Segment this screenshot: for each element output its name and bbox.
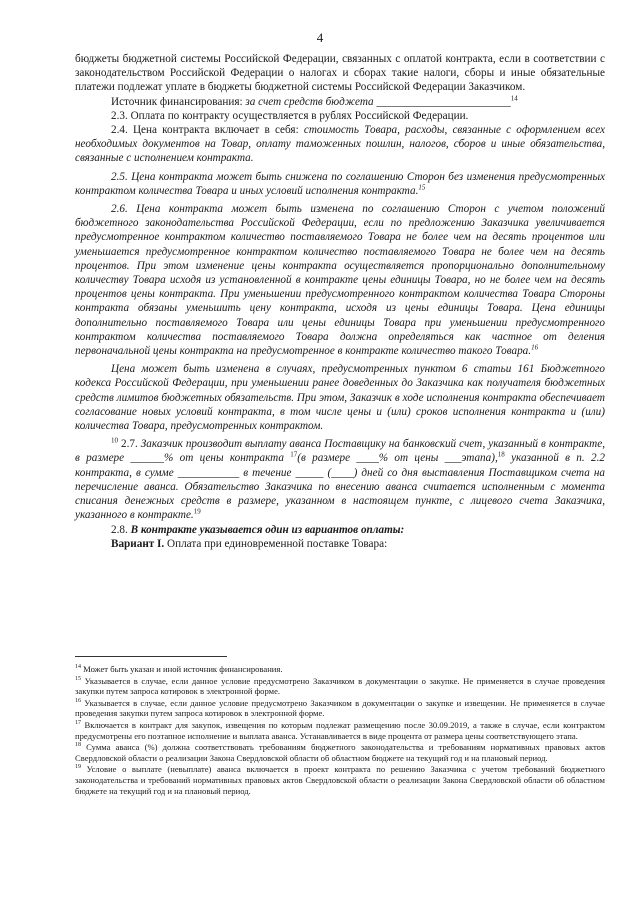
footnote-17: [75, 720, 605, 741]
footnote-number: 16: [75, 697, 81, 704]
footnote-text: Включается в контракт для закупок, извещения по которым подлежат размещению после 30.09.2019, а также в случае, если контрактом предусмотрены его поэтапное исполнение и выплата аванса. Устанавливается в виде процента от размера цены соответствующего этапа.: [75, 719, 605, 741]
footnote-text: Указывается в случае, если данное условие предусмотрено Заказчиком в документации о закупке и извещении. Не применяется в случае проведения закупки путем запроса котировок в электронной форме.: [75, 697, 605, 719]
paragraph-2-4-num: 2.4. Цена контракта включает в себя:: [111, 124, 304, 137]
footnote-number: 15: [75, 675, 81, 682]
footnote-text: Сумма аванса (%) должна соответствовать требованиям бюджетного законодательства и требованиям нормативных правовых актов Свердловской области о реализации Закона Свердловской области об областном бюджете на текущий год и на плановый период.: [75, 742, 605, 763]
page-number: 4: [316, 30, 324, 45]
paragraph-2-6-text: 2.6. Цена контракта может быть изменена по соглашению Сторон с учетом положений бюджетного законодательства Российской Федерации, если по предложению Заказчика увеличивается предусмотренное контрактом количество поставляемого Товара не более чем на десять процентов или уменьшается предусмотренное контрактом количество поставляемого Товара не более чем на десять процентов. При этом изменение цены контракта осуществляется пропорционально дополнительному количеству Товара исходя из установленной в контракте цены единицы Товара, но не более чем на десять процентов цены контракта. При уменьшении предусмотренного контрактом количества Товара Стороны контракта обязаны уменьшить цену контракта, исходя из цены единицы Товара. Цена единицы дополнительно поставляемого Товара или цены единицы Товара при уменьшении предусмотренного контрактом количества поставляемого Товара должна определяться как частное от деления первоначальной цены контракта на предусмотренное в контракте количество такого Товара.: [75, 203, 605, 358]
paragraph-2-5-text: 2.5. Цена контракта может быть снижена по соглашению Сторон без изменения предусмотренных контрактом количества Товара и иных условий исполнения контракта.: [75, 170, 605, 197]
footnote-16: [75, 698, 605, 719]
paragraph-2-3: 2.3. Оплата по контракту осуществляется в рублях Российской Федерации.: [111, 109, 469, 122]
footnote-ref-18: 18: [497, 450, 505, 459]
variant-1-text: Оплата при единовременной поставке Товара:: [164, 537, 388, 550]
paragraph-variant-1: [75, 537, 605, 551]
funding-label: Источник финансирования:: [111, 95, 246, 108]
document-body: [75, 52, 605, 551]
footnote-15: [75, 676, 605, 697]
footnote-text: Условие о выплате (невыплате) аванса включается в проект контракта по решению Заказчика с учетом требований бюджетного законодательства и требований нормативных правовых актов Свердловской области о реализации Закона Свердловской области об областном бюджете на текущий год и на плановый период.: [75, 764, 605, 796]
funding-value: за счет средств бюджета: [245, 95, 374, 108]
paragraph-2-6: [75, 202, 605, 358]
footnote-number: 14: [75, 664, 81, 671]
footnote-separator: [75, 656, 227, 657]
paragraph-2-7-part-a: Заказчик производит выплату аванса Поставщику на банковский счет, указанный в контракте, в размере ______% от цены контракта: [75, 438, 605, 465]
paragraph-taxes: бюджеты бюджетной системы Российской Федерации, связанных с оплатой контракта, если в соответствии с законодательством Российской Федерации о налогах и сборах такие налоги, сборы и иные обязательные платежи подлежат уплате в бюджеты бюджетной системы Российской Федерации Заказчиком.: [75, 53, 605, 94]
variant-1-label: Вариант I.: [111, 537, 165, 550]
paragraph-2-5: [75, 170, 605, 198]
footnote-18: [75, 742, 605, 763]
funding-blank: ________________________: [373, 95, 511, 108]
footnote-ref-10: 10: [111, 436, 118, 445]
footnote-ref-15: 15: [418, 183, 426, 192]
footnote-number: 17: [75, 720, 81, 727]
footnote-text: Может быть указан и иной источник финансирования.: [81, 664, 283, 674]
footnote-14: [75, 664, 605, 675]
paragraph-2-7-part-b: (в размере ____% от цены ___этапа),: [297, 452, 498, 465]
footnote-ref-16: 16: [531, 343, 539, 352]
footnote-number: 19: [75, 764, 81, 771]
footnote-number: 18: [75, 742, 81, 749]
footnote-text: Указывается в случае, если данное условие предусмотрено Заказчиком в документации о закупке. Не применяется в случае проведения закупки путем запроса котировок в электронной форме.: [75, 675, 605, 697]
paragraph-2-8: [75, 523, 605, 537]
paragraph-funding-source: [75, 95, 605, 109]
paragraph-2-7: [75, 437, 605, 522]
paragraph-2-4: [75, 123, 605, 166]
paragraph-price-change: Цена может быть изменена в случаях, предусмотренных пунктом 6 статьи 161 Бюджетного кодекса Российской Федерации, при уменьшении ранее доведенных до Заказчика как получателя бюджетных средств лимитов бюджетных обязательств. При этом, Заказчик в ходе исполнения контракта обеспечивает согласование новых условий контракта, в том числе цены и (или) сроков исполнения контракта и (или) количества Товара, предусмотренных контрактом.: [75, 363, 605, 433]
footnote-ref-17: 17: [290, 450, 298, 459]
footnote-ref-19: 19: [193, 507, 201, 516]
paragraph-2-8-heading: В контракте указывается один из вариантов оплаты:: [130, 523, 405, 536]
paragraph-2-7-part-c: указанной в п. 2.2 контракта, в сумме ___________ в течение _____ (____) дней со дня выставления Поставщиком счета на перечисление аванса. Обязательство Заказчика по внесению аванса считается исполненным с момента списания денежных средств в размере, указанном в настоящем пункте, с лицевого счета Заказчика, указанного в контракте.: [75, 452, 605, 522]
paragraph-2-8-num: 2.8.: [111, 523, 131, 536]
paragraph-2-4-text: стоимость Товара, расходы, связанные с оформлением всех необходимых документов на Товар, оплату таможенных пошлин, налогов, сборов и иные обязательства, связанные с исполнением контракта.: [75, 124, 605, 165]
footnote-19: [75, 764, 605, 796]
footnote-ref-14: 14: [510, 93, 518, 102]
paragraph-2-7-num: 2.7.: [118, 438, 141, 451]
footnotes: [75, 664, 605, 797]
